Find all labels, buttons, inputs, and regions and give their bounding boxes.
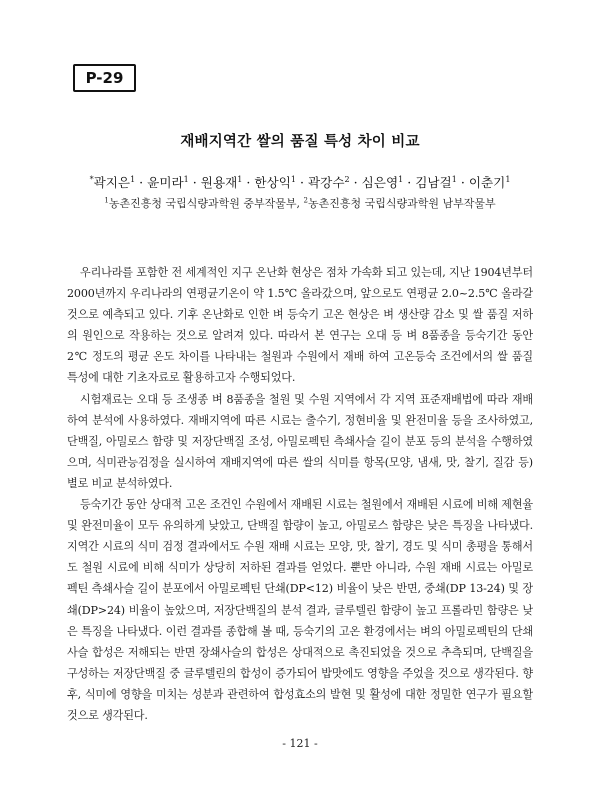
author-3 [254,175,296,190]
author-affil-sup: 2 [344,174,350,184]
author-1 [147,175,189,190]
author-6 [415,175,457,190]
author-affil-sup: 1 [451,174,457,184]
affil-sup: 2 [303,196,308,205]
author-affil-sup: 1 [505,174,511,184]
poster-code-badge: P-29 [73,64,136,92]
affiliation-1: 농촌진흥청 국립식량과학원 중부작물부, [108,197,304,210]
author-7 [469,175,511,190]
author-name: 한상익 [254,175,291,190]
author-affil-sup: 1 [130,174,136,184]
abstract-body [67,262,533,726]
author-affil-sup: 1 [398,174,404,184]
paper-title: 재배지역간 쌀의 품질 특성 차이 비교 [180,134,420,150]
author-marker: * [89,174,94,184]
author-0 [90,175,136,190]
author-affil-sup: 1 [183,174,189,184]
author-affil-sup: 1 [237,174,243,184]
paragraph-intro: 우리나라를 포함한 전 세계적인 지구 온난화 현상은 점차 가속화 되고 있는데, 지난 1904년부터 2000년까지 우리나라의 연평균기온이 약 1.5℃ 올라갔으며, 앞으로도 연평균 2.0~2.5℃ 올라갈 것으로 예측되고 있다. 기후 온난화로 인한 벼 등숙기 고온 현상은 벼 생산량 감소 및 쌀 품질 저하의 원인으로 작용하는 것으로 알려져 있다. 따라서 본 연구는 오대 등 벼 8품종을 등숙기간 동안 2℃ 정도의 평균 온도 차이를 나타내는 철원과 수원에서 재배 하여 고온등숙 조건에서의 쌀 품질 특성에 대한 기초자료로 활용하고자 수행되었다. [67,266,533,385]
affiliation-line [0,195,600,211]
author-list: *곽지은$^1$ · 윤미라$^1$ · 원용재$^1$ · 한상익$^1$ · 곽강수$^2$ · 심은영$^1$ · 김남걸$^1$ · 이춘기$^1$ [89,174,511,190]
author-name: 곽강수 [308,175,345,190]
author-5 [362,175,404,190]
author-name: 윤미라 [147,175,184,190]
author-name: 이춘기 [468,175,506,190]
author-affil-sup: 1 [290,174,296,184]
author-4 [308,175,350,190]
paragraph-results: 등숙기간 동안 상대적 고온 조건인 수원에서 재배된 시료는 철원에서 재배된 시료에 비해 제현율 및 완전미율이 모두 유의하게 낮았고, 단백질 함량이 높고, 아밀로스 함량은 낮은 특징을 나타냈다. 지역간 시료의 식미 검정 결과에서도 수원 재배 시료는 모양, 맛, 찰기, 경도 및 식미 총평을 통해서도 철원 시료에 비해 식미가 상당히 저하된 결과를 얻었다. 뿐만 아니라, 수원 재배 시료는 아밀로펙틴 측쇄사슬 길이 분포에서 아밀로펙틴 단쇄(DP<12) 비율이 낮은 반면, 중쇄(DP 13-24) 및 장쇄(DP>24) 비율이 높았으며, 저장단백질의 분석 결과, 글루텔린 함량이 높고 프롤라민 함량은 낮은 특징을 나타냈다. 이런 결과를 종합해 볼 때, 등숙기의 고온 환경에서는 벼의 아밀로펙틴의 단쇄사슬 합성은 저해되는 반면 장쇄사슬의 합성은 상대적으로 촉진되었을 것으로 추측되며, 단백질을 구성하는 저장단백질 중 글루텔린의 합성이 증가되어 밥맛에도 영향을 주었을 것으로 생각된다. 향후, 식미에 영향을 미치는 성분과 관련하여 합성효소의 발현 및 활성에 대한 정밀한 연구가 필요할 것으로 생각된다. [67,498,533,722]
author-name: 심은영 [361,175,399,190]
author-name: 곽지은 [93,175,131,190]
author-name: 원용재 [200,175,238,190]
affiliation-2: 농촌진흥청 국립식량과학원 남부작물부 [307,197,496,210]
page-number: - 121 - [282,737,318,750]
paragraph-methods: 시험재료는 오대 등 조생종 벼 8품종을 철원 및 수원 지역에서 각 지역 표준재배법에 따라 재배하여 분석에 사용하였다. 재배지역에 따른 시료는 출수기, 정현비율 및 완전미율 등을 조사하였고, 단백질, 아밀로스 함량 및 저장단백질 조성, 아밀로펙틴 측쇄사슬 길이 분포 등의 분석을 수행하였으며, 식미관능검정을 실시하여 재배지역에 따른 쌀의 식미를 항목(모양, 냄새, 맛, 찰기, 질감 등)별로 비교 분석하였다. [67,392,533,490]
author-2 [201,175,243,190]
author-name: 김남걸 [415,175,452,190]
affil-sup: 1 [104,196,109,205]
